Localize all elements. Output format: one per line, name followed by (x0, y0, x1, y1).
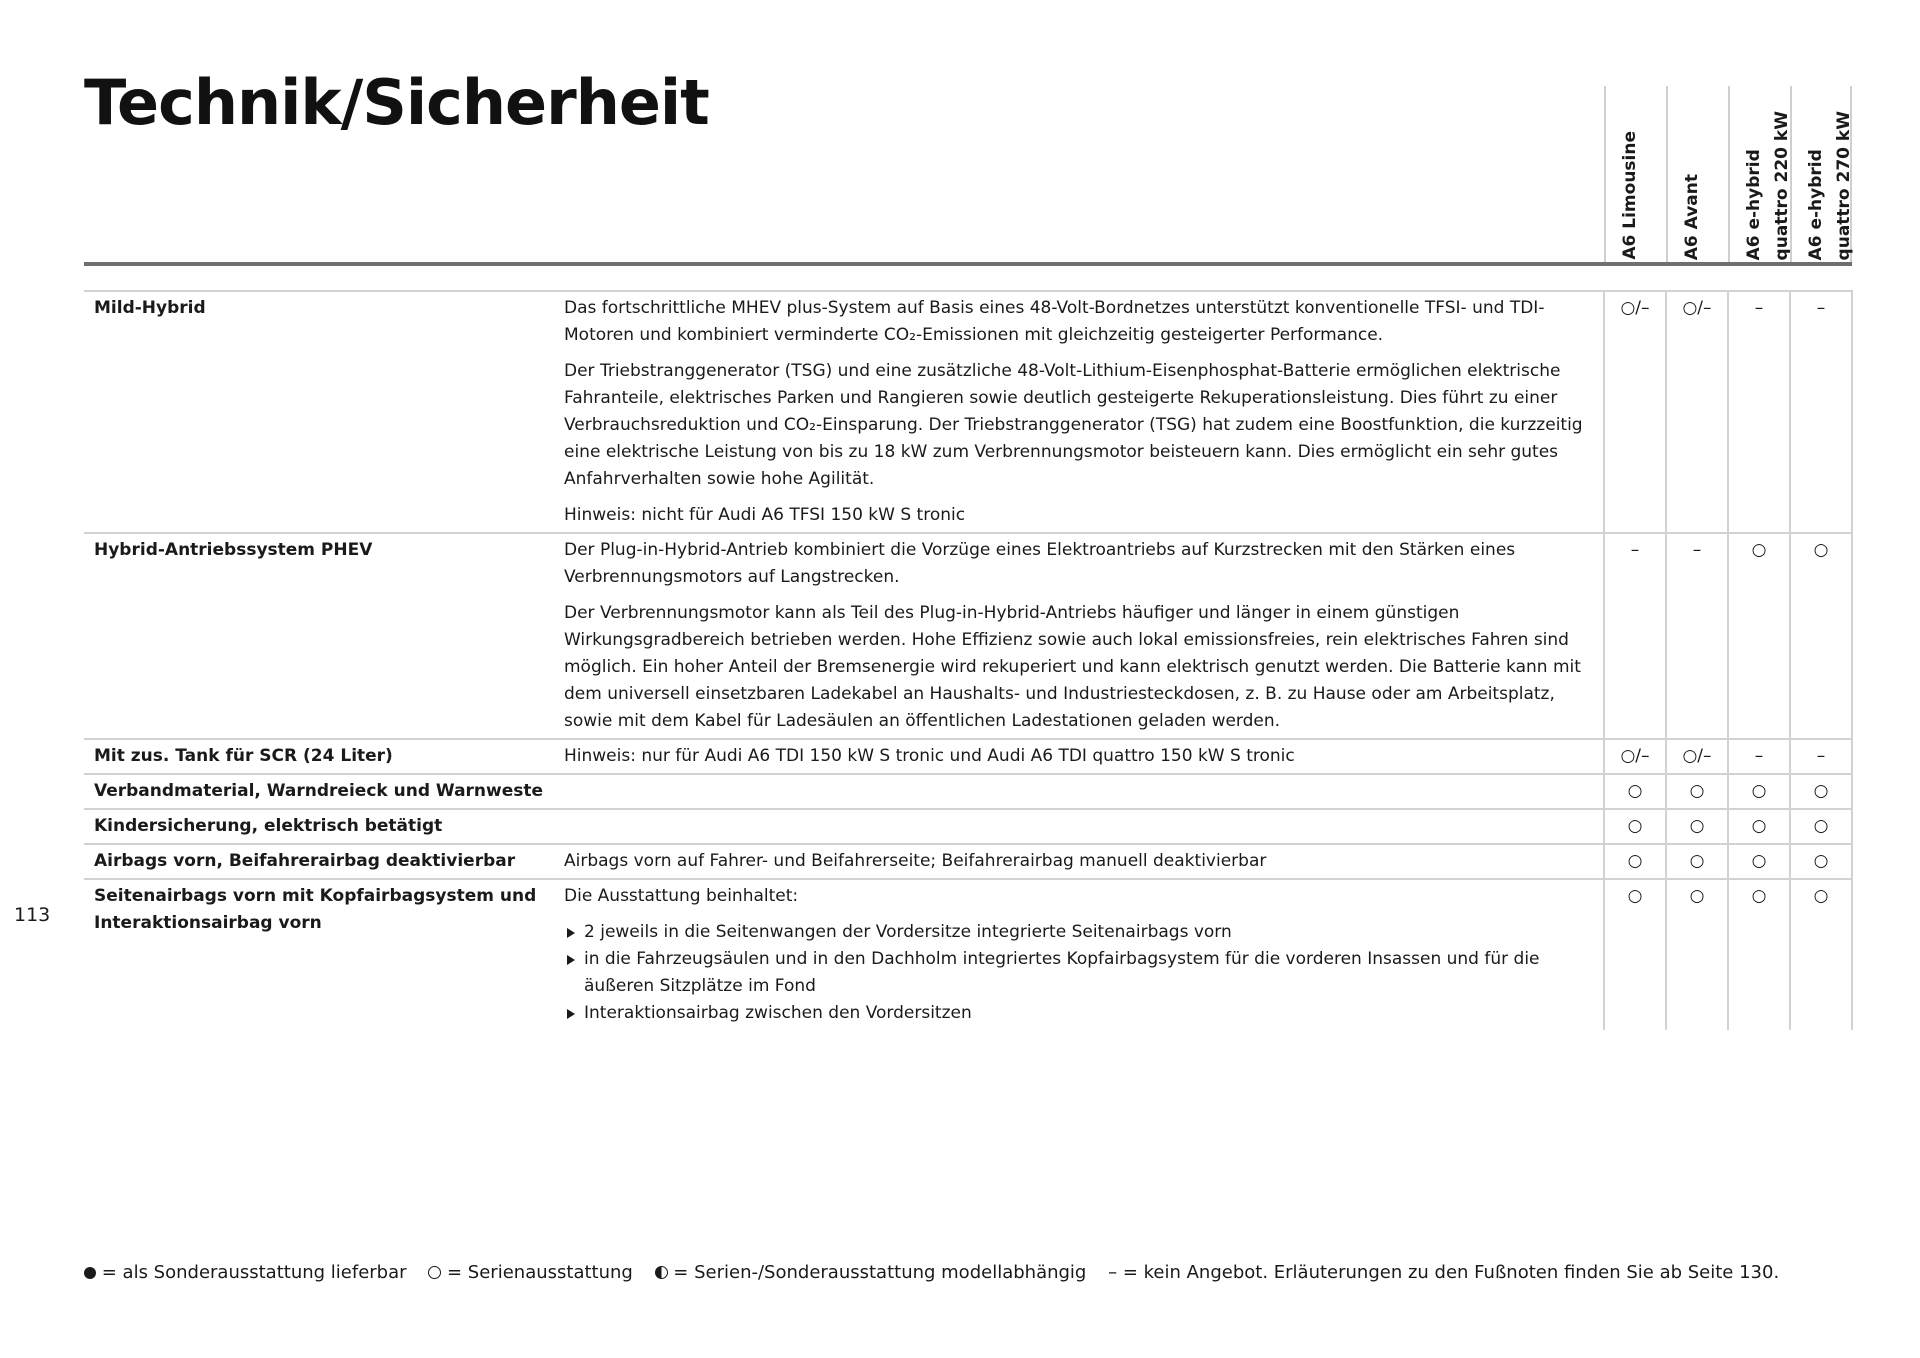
availability-mark: ○ (1604, 879, 1666, 1030)
equipment-table-body (84, 291, 1852, 1030)
table-row (84, 844, 1852, 879)
availability-mark: – (1790, 739, 1852, 774)
column-header-a6-limousine: A6 Limousine (1604, 86, 1666, 264)
availability-mark: ○/– (1604, 291, 1666, 533)
column-headers (1604, 86, 1852, 264)
availability-mark: ○ (1728, 533, 1790, 739)
availability-mark: ○ (1666, 844, 1728, 879)
page-title: Technik/Sicherheit (84, 66, 709, 139)
availability-mark: ○ (1666, 809, 1728, 844)
equipment-table (84, 290, 1853, 1030)
availability-mark: ○ (1790, 774, 1852, 809)
table-row (84, 879, 1852, 1030)
table-row (84, 533, 1852, 739)
column-header-a6-avant: A6 Avant (1666, 86, 1728, 264)
availability-mark: ○ (1604, 844, 1666, 879)
table-row (84, 774, 1852, 809)
description-paragraph: Die Ausstattung beinhaltet: (564, 886, 799, 906)
feature-name: Mit zus. Tank für SCR (24 Liter) (84, 739, 554, 774)
availability-mark: ○ (1666, 879, 1728, 1030)
description-paragraph: Der Triebstranggenerator (TSG) und eine zusätzliche 48-Volt-Lithium-Eisenphosphat-Batterie ermöglichen elektrische Fahranteile, elektrisches Parken und Rangieren sowie deutlich gesteigerte Rekuperationsleistung. Dies führt zu einer Verbrauchsreduktion und CO₂-Einsparung. Der Triebstranggenerator (TSG) hat zudem eine Boostfunktion, die kurzzeitig eine elektrische Leistung von bis zu 18 kW zum Verbrennungsmotor beisteuern kann. Dies ermöglicht ein sehr gutes Anfahrverhalten sowie hohe Agilität. (564, 361, 1583, 489)
availability-mark: – (1604, 533, 1666, 739)
availability-mark: ○ (1728, 879, 1790, 1030)
feature-name: Kindersicherung, elektrisch betätigt (84, 809, 554, 844)
description-paragraph: Hinweis: nicht für Audi A6 TFSI 150 kW S tronic (564, 505, 966, 525)
filled-circle-icon (84, 1267, 96, 1279)
availability-mark: ○ (1790, 879, 1852, 1030)
feature-name: Hybrid-Antriebssystem PHEV (84, 533, 554, 739)
availability-mark: ○ (1790, 844, 1852, 879)
availability-mark: ○ (1790, 809, 1852, 844)
availability-mark: ○ (1666, 774, 1728, 809)
legend-standard: = Serienausstattung (428, 1262, 633, 1283)
feature-description (554, 879, 1604, 1030)
table-row (84, 809, 1852, 844)
description-paragraph: Hinweis: nur für Audi A6 TDI 150 kW S tronic und Audi A6 TDI quattro 150 kW S tronic (564, 746, 1295, 766)
feature-name: Mild-Hybrid (84, 291, 554, 533)
availability-mark: ○ (1728, 844, 1790, 879)
availability-mark: – (1728, 739, 1790, 774)
feature-name: Seitenairbags vorn mit Kopfairbagsystem und Interaktionsairbag vorn (84, 879, 554, 1030)
availability-mark: ○/– (1604, 739, 1666, 774)
feature-name: Verbandmaterial, Warndreieck und Warnweste (84, 774, 554, 809)
feature-description (554, 809, 1604, 844)
table-row (84, 739, 1852, 774)
half-circle-icon (655, 1266, 668, 1279)
availability-mark: ○ (1604, 774, 1666, 809)
feature-description (554, 291, 1604, 533)
availability-mark: ○/– (1666, 291, 1728, 533)
description-bullet: 2 jeweils in die Seitenwangen der Vordersitze integrierte Seitenairbags vorn (564, 919, 1593, 946)
availability-mark: ○ (1790, 533, 1852, 739)
availability-mark: ○ (1604, 809, 1666, 844)
description-paragraph: Der Plug-in-Hybrid-Antrieb kombiniert die Vorzüge eines Elektroantriebs auf Kurzstrecken mit den Stärken eines Verbrennungsmotors auf Langstrecken. (564, 540, 1516, 587)
legend-none: – = kein Angebot. Erläuterungen zu den Fußnoten finden Sie ab Seite 130. (1108, 1262, 1780, 1283)
availability-mark: – (1790, 291, 1852, 533)
description-paragraph: Das fortschrittliche MHEV plus-System auf Basis eines 48-Volt-Bordnetzes unterstützt konventionelle TFSI- und TDI-Motoren und kombiniert verminderte CO₂-Emissionen mit gleichzeitig gesteigerter Performance. (564, 298, 1545, 345)
legend (84, 1262, 1795, 1283)
availability-mark: – (1728, 291, 1790, 533)
open-circle-icon (428, 1266, 441, 1279)
legend-model-dependent: = Serien-/Sonderausstattung modellabhängig (655, 1262, 1087, 1283)
availability-mark: ○ (1728, 774, 1790, 809)
feature-description (554, 844, 1604, 879)
feature-description (554, 739, 1604, 774)
header-rule (84, 262, 1852, 266)
column-header-a6-e-hybrid-220: A6 e-hybrid quattro 220 kW (1728, 86, 1790, 264)
description-paragraph: Airbags vorn auf Fahrer- und Beifahrerseite; Beifahrerairbag manuell deaktivierbar (564, 851, 1267, 871)
table-row (84, 291, 1852, 533)
availability-mark: ○/– (1666, 739, 1728, 774)
column-header-a6-e-hybrid-270: A6 e-hybrid quattro 270 kW (1790, 86, 1852, 264)
description-bullet: Interaktionsairbag zwischen den Vordersitzen (564, 1000, 1593, 1027)
legend-optional: = als Sonderausstattung lieferbar (84, 1262, 407, 1283)
description-bullet: in die Fahrzeugsäulen und in den Dachholm integriertes Kopfairbagsystem für die vorderen Insassen und für die äußeren Sitzplätze im Fond (564, 946, 1593, 1000)
feature-description (554, 774, 1604, 809)
availability-mark: – (1666, 533, 1728, 739)
feature-description (554, 533, 1604, 739)
feature-name: Airbags vorn, Beifahrerairbag deaktivierbar (84, 844, 554, 879)
availability-mark: ○ (1728, 809, 1790, 844)
page-number: 113 (14, 904, 51, 926)
description-paragraph: Der Verbrennungsmotor kann als Teil des Plug-in-Hybrid-Antriebs häufiger und länger in einem günstigen Wirkungsgradbereich betrieben werden. Hohe Effizienz sowie auch lokal emissionsfreies, rein elektrisches Fahren sind möglich. Ein hoher Anteil der Bremsenergie wird rekuperiert und kann elektrisch genutzt werden. Die Batterie kann mit dem universell einsetzbaren Ladekabel an Haushalts- und Industriesteckdosen, z. B. zu Hause oder am Arbeitsplatz, sowie mit dem Kabel für Ladesäulen an öffentlichen Ladestationen geladen werden. (564, 603, 1581, 731)
description-bullet-list (564, 919, 1593, 1027)
